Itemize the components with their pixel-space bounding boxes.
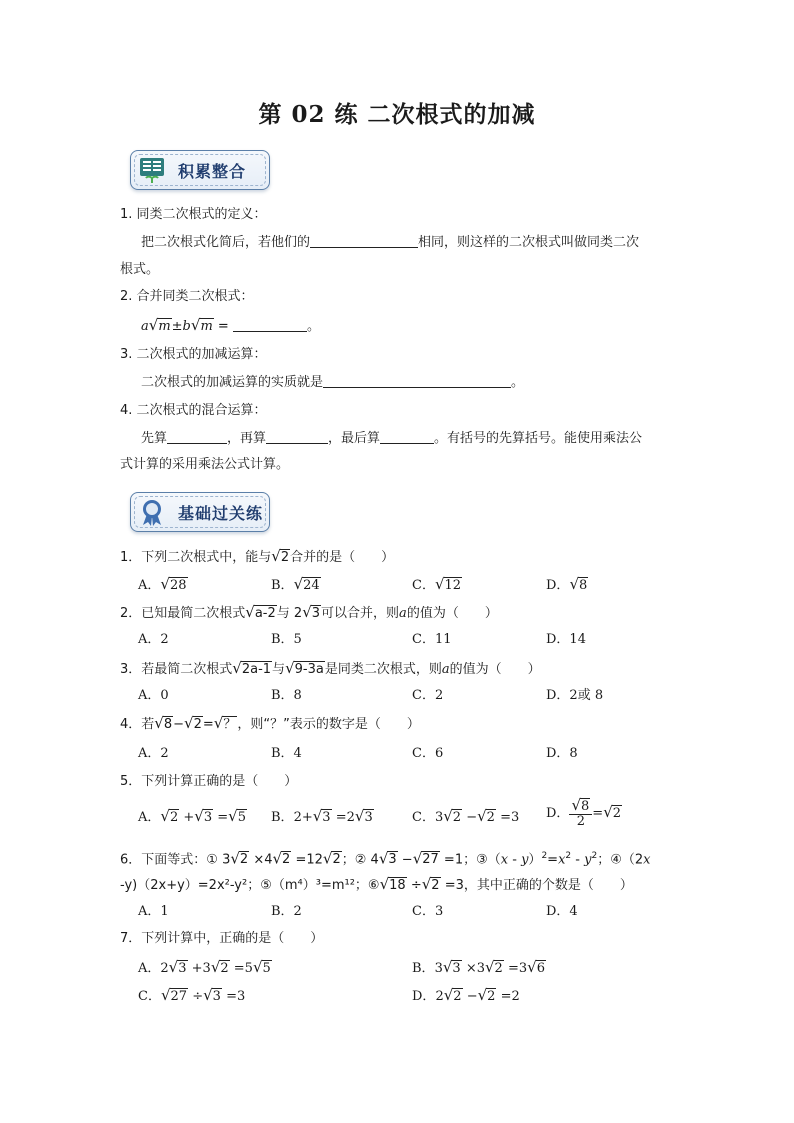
q4-option-a[interactable]: A．2 xyxy=(138,746,169,761)
question-5: 5．下列计算正确的是（ ） xyxy=(120,774,298,789)
question-6-line2: -y)（2x+y）=2x²-y²；⑤（m⁴）³=m¹²；⑥√18 ÷√2 =3，其中正确的个数是（ ） xyxy=(120,875,633,893)
k4-text: 先算 ，再算 ，最后算 。有括号的先算括号。能使用乘法公 xyxy=(141,431,643,446)
fill-blank[interactable] xyxy=(266,429,328,444)
q5-option-c[interactable]: C．3√2 −√2 =3 xyxy=(412,807,520,825)
k1-text: 把二次根式化简后，若他们的 相同，则这样的二次根式叫做同类二次 xyxy=(141,235,640,250)
q1-option-b[interactable]: B．√24 xyxy=(271,575,320,593)
fill-blank[interactable] xyxy=(167,429,227,444)
q2-option-c[interactable]: C．11 xyxy=(412,632,452,647)
q7-option-c[interactable]: C．√27 ÷√3 =3 xyxy=(138,986,246,1004)
section-badge-accumulation xyxy=(124,146,274,196)
k4-title: 4. 二次根式的混合运算： xyxy=(120,403,267,418)
question-2: 2．已知最简二次根式√a-2与 2√3可以合并，则a的值为（ ） xyxy=(120,603,498,621)
k4-text-cont: 式计算的采用乘法公式计算。 xyxy=(120,457,290,472)
fill-blank[interactable] xyxy=(323,373,511,388)
q6-option-b[interactable]: B．2 xyxy=(271,904,302,919)
q5-option-a[interactable]: A．√2 +√3 =√5 xyxy=(138,807,246,825)
fill-blank[interactable] xyxy=(310,233,418,248)
k2-title: 2. 合并同类二次根式： xyxy=(120,289,254,304)
section-badge-basic xyxy=(124,488,274,538)
q3-option-a[interactable]: A．0 xyxy=(138,688,169,703)
q2-option-a[interactable]: A．2 xyxy=(138,632,169,647)
q6-option-a[interactable]: A．1 xyxy=(138,904,169,919)
q6-option-d[interactable]: D．4 xyxy=(546,904,578,919)
fill-blank[interactable] xyxy=(233,317,307,332)
q7-option-d[interactable]: D．2√2 −√2 =2 xyxy=(412,986,520,1004)
q7-option-b[interactable]: B．3√3 ×3√2 =3√6 xyxy=(412,958,545,976)
question-4: 4．若√8−√2=√？，则“？”表示的数字是（ ） xyxy=(120,714,420,732)
q4-option-d[interactable]: D．8 xyxy=(546,746,578,761)
q3-option-c[interactable]: C．2 xyxy=(412,688,444,703)
k2-formula: a√m±b√m = 。 xyxy=(141,316,320,334)
medal-icon xyxy=(138,498,166,526)
q1-option-a[interactable]: A．√28 xyxy=(138,575,187,593)
k1-title: 1. 同类二次根式的定义： xyxy=(120,207,267,222)
q5-option-d[interactable]: D． $\frac{√8}{2}$ =√2 xyxy=(546,796,622,829)
q6-option-c[interactable]: C．3 xyxy=(412,904,444,919)
question-1: 1．下列二次根式中，能与√2合并的是（ ） xyxy=(120,547,395,565)
q2-option-b[interactable]: B．5 xyxy=(271,632,302,647)
book-plant-icon xyxy=(138,156,166,184)
q4-option-c[interactable]: C．6 xyxy=(412,746,444,761)
question-7: 7．下列计算中，正确的是（ ） xyxy=(120,931,324,946)
question-3: 3．若最简二次根式√2a-1与√9-3a是同类二次根式，则a的值为（ ） xyxy=(120,659,541,677)
question-6-line1: 6．下面等式：① 3√2 ×4√2 =12√2；② 4√3 −√27 =1；③（x - $y)^2=x^2 - y^2$；④（2x xyxy=(120,849,651,868)
k3-text: 二次根式的加减运算的实质就是 。 xyxy=(141,375,525,390)
q2-option-d[interactable]: D．14 xyxy=(546,632,586,647)
q7-option-a[interactable]: A．2√3 +3√2 =5√5 xyxy=(138,958,271,976)
q3-option-b[interactable]: B．8 xyxy=(271,688,302,703)
q1-option-d[interactable]: D．√8 xyxy=(546,575,588,593)
section-label: 基础过关练 xyxy=(178,504,264,523)
section-label: 积累整合 xyxy=(178,162,247,181)
page-title: 第 02 练 二次根式的加减 xyxy=(258,101,536,128)
q5-option-b[interactable]: B．2+√3 =2√3 xyxy=(271,807,373,825)
q3-option-d[interactable]: D．2或 8 xyxy=(546,688,604,703)
q4-option-b[interactable]: B．4 xyxy=(271,746,302,761)
q1-option-c[interactable]: C．√12 xyxy=(412,575,462,593)
fill-blank[interactable] xyxy=(380,429,434,444)
k3-title: 3. 二次根式的加减运算： xyxy=(120,347,267,362)
k1-text-cont: 根式。 xyxy=(120,262,160,277)
